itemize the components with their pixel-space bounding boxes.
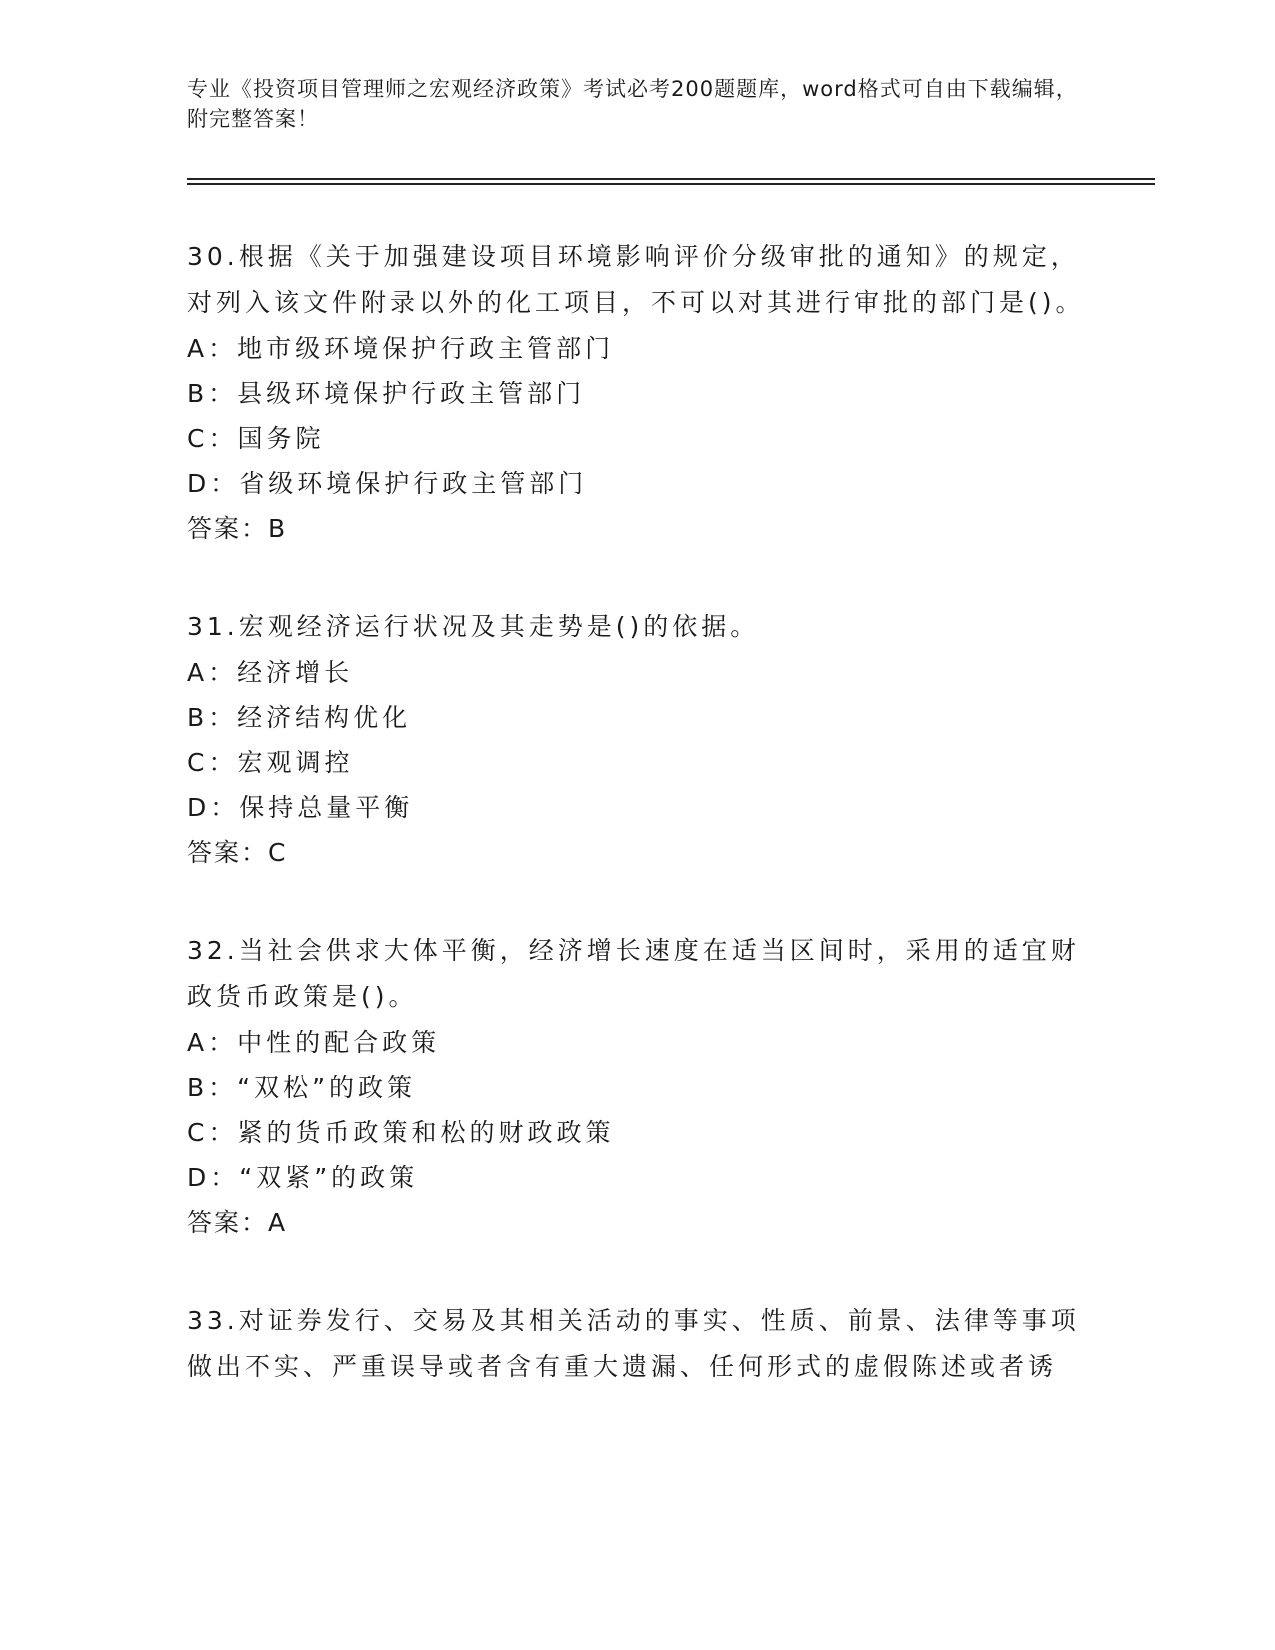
option-c: C：紧的货币政策和松的财政政策 bbox=[187, 1118, 615, 1147]
question-stem: 30.根据《关于加强建设项目环境影响评价分级审批的通知》的规定，对列入该文件附录以外的化工项目，不可以对其进行审批的部门是()。 bbox=[187, 242, 1085, 317]
option-d: D：省级环境保护行政主管部门 bbox=[187, 469, 588, 498]
header-divider bbox=[187, 178, 1155, 185]
answer-value: B bbox=[268, 514, 288, 543]
question-31 bbox=[187, 604, 1087, 876]
answer-label: 答案： bbox=[187, 838, 269, 867]
answer-value: C bbox=[268, 838, 288, 867]
option-d: D：保持总量平衡 bbox=[187, 793, 414, 822]
option-c: C：宏观调控 bbox=[187, 748, 354, 777]
option-d: D：“双紧”的政策 bbox=[187, 1163, 419, 1192]
option-a: A：经济增长 bbox=[187, 658, 354, 687]
answer-line bbox=[187, 830, 1087, 876]
option-c: C：国务院 bbox=[187, 424, 325, 453]
question-33 bbox=[187, 1298, 1087, 1390]
option-b: B：经济结构优化 bbox=[187, 703, 412, 732]
answer-line bbox=[187, 1200, 1087, 1246]
option-b: B：“双松”的政策 bbox=[187, 1073, 417, 1102]
document-header: 专业《投资项目管理师之宏观经济政策》考试必考200题题库，word格式可自由下载编辑，附完整答案！ bbox=[187, 77, 1078, 131]
question-list bbox=[187, 234, 1087, 1442]
option-a: A：中性的配合政策 bbox=[187, 1028, 441, 1057]
answer-label: 答案： bbox=[187, 514, 269, 543]
question-stem: 32.当社会供求大体平衡，经济增长速度在适当区间时，采用的适宜财政货币政策是()。 bbox=[187, 936, 1080, 1011]
option-b: B：县级环境保护行政主管部门 bbox=[187, 379, 586, 408]
question-32 bbox=[187, 928, 1087, 1246]
question-30 bbox=[187, 234, 1087, 552]
question-stem: 31.宏观经济运行状况及其走势是()的依据。 bbox=[187, 612, 760, 641]
question-stem: 33.对证券发行、交易及其相关活动的事实、性质、前景、法律等事项做出不实、严重误导或者含有重大遗漏、任何形式的虚假陈述或者诱 bbox=[187, 1306, 1080, 1381]
answer-value: A bbox=[268, 1208, 288, 1237]
option-a: A：地市级环境保护行政主管部门 bbox=[187, 334, 615, 363]
answer-line bbox=[187, 506, 1087, 552]
answer-label: 答案： bbox=[187, 1208, 269, 1237]
